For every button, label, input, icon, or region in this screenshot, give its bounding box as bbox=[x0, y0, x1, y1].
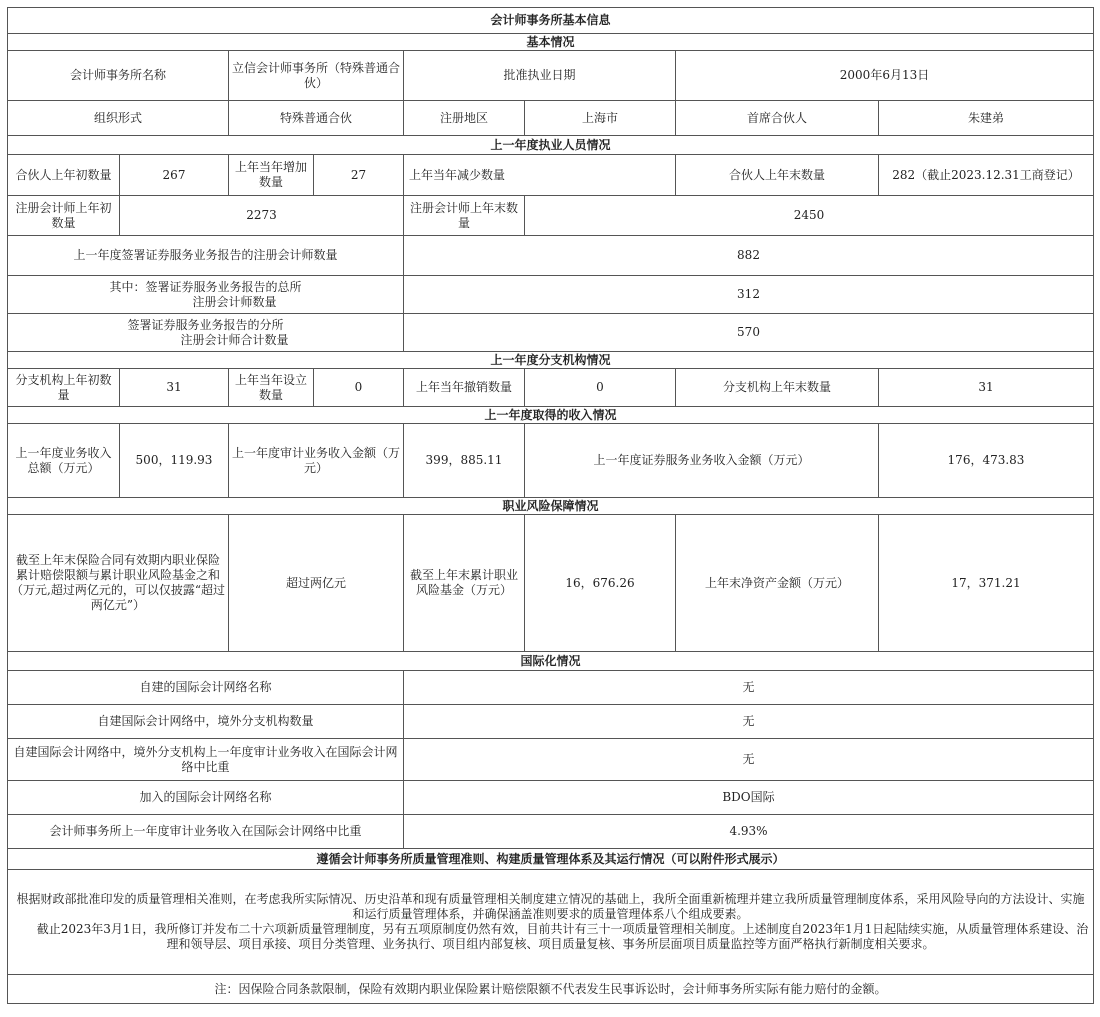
cpa-end-label: 注册会计师上年末数量 bbox=[404, 196, 525, 236]
risk-fund-label: 截至上年末累计职业风险基金（万元） bbox=[404, 515, 525, 652]
reg-area-value: 上海市 bbox=[525, 101, 676, 136]
risk-net-assets-label: 上年末净资产金额（万元） bbox=[676, 515, 879, 652]
signing-cpa-label: 上一年度签署证券服务业务报告的注册会计师数量 bbox=[8, 236, 404, 276]
firm-info-table bbox=[7, 7, 1094, 1004]
risk-insurance-label: 截至上年末保险合同有效期内职业保险累计赔偿限额与累计职业风险基金之和（万元,超过两亿元的，可以仅披露“超过两亿元”） bbox=[8, 515, 229, 652]
risk-insurance-value: 超过两亿元 bbox=[229, 515, 404, 652]
income-total-label: 上一年度业务收入总额（万元） bbox=[8, 424, 120, 498]
firm-name-value: 立信会计师事务所（特殊普通合伙） bbox=[229, 51, 404, 101]
branches-begin-value: 31 bbox=[120, 369, 229, 407]
chief-partner-label: 首席合伙人 bbox=[676, 101, 879, 136]
intl-overseas-share-value: 无 bbox=[404, 739, 1094, 781]
risk-net-assets-value: 17，371.21 bbox=[879, 515, 1094, 652]
intl-network-name-label: 自建的国际会计网络名称 bbox=[8, 671, 404, 705]
income-total-value: 500，119.93 bbox=[120, 424, 229, 498]
branches-end-value: 31 bbox=[879, 369, 1094, 407]
org-form-label: 组织形式 bbox=[8, 101, 229, 136]
branches-cancelled-value: 0 bbox=[525, 369, 676, 407]
income-securities-label: 上一年度证券服务业务收入金额（万元） bbox=[525, 424, 879, 498]
branches-added-value: 0 bbox=[314, 369, 404, 407]
partners-added-label: 上年当年增加数量 bbox=[229, 155, 314, 196]
intl-network-name-value: 无 bbox=[404, 671, 1094, 705]
intl-overseas-share-label: 自建国际会计网络中，境外分支机构上一年度审计业务收入在国际会计网络中比重 bbox=[8, 739, 404, 781]
partners-reduced-label: 上年当年减少数量 bbox=[404, 155, 676, 196]
branches-end-label: 分支机构上年末数量 bbox=[676, 369, 879, 407]
cpa-end-value: 2450 bbox=[525, 196, 1094, 236]
income-securities-value: 176，473.83 bbox=[879, 424, 1094, 498]
branch-signing-label-line2: 注册会计师合计数量 bbox=[180, 332, 289, 347]
section-quality: 遵循会计师事务所质量管理准则、构建质量管理体系及其运行情况（可以附件形式展示） bbox=[8, 849, 1094, 870]
approval-date-value: 2000年6月13日 bbox=[676, 51, 1094, 101]
cpa-begin-label: 注册会计师上年初数量 bbox=[8, 196, 120, 236]
hq-signing-label-line2: 注册会计师数量 bbox=[192, 294, 277, 309]
branches-begin-label: 分支机构上年初数量 bbox=[8, 369, 120, 407]
partners-end-label: 合伙人上年末数量 bbox=[676, 155, 879, 196]
risk-fund-value: 16，676.26 bbox=[525, 515, 676, 652]
section-branches: 上一年度分支机构情况 bbox=[8, 352, 1094, 369]
hq-signing-label-line1: 其中：签署证券服务业务报告的总所 bbox=[109, 279, 302, 294]
hq-signing-value: 312 bbox=[404, 276, 1094, 314]
page-title: 会计师事务所基本信息 bbox=[8, 8, 1094, 34]
intl-overseas-branches-value: 无 bbox=[404, 705, 1094, 739]
partners-begin-label: 合伙人上年初数量 bbox=[8, 155, 120, 196]
intl-overseas-branches-label: 自建国际会计网络中，境外分支机构数量 bbox=[8, 705, 404, 739]
intl-joined-network-value: BDO国际 bbox=[404, 781, 1094, 815]
reg-area-label: 注册地区 bbox=[404, 101, 525, 136]
section-intl: 国际化情况 bbox=[8, 652, 1094, 671]
intl-joined-network-label: 加入的国际会计网络名称 bbox=[8, 781, 404, 815]
quality-text bbox=[8, 870, 1094, 975]
intl-audit-share-value: 4.93% bbox=[404, 815, 1094, 849]
org-form-value: 特殊普通合伙 bbox=[229, 101, 404, 136]
income-audit-value: 399，885.11 bbox=[404, 424, 525, 498]
cpa-begin-value: 2273 bbox=[120, 196, 404, 236]
intl-audit-share-label: 会计师事务所上一年度审计业务收入在国际会计网络中比重 bbox=[8, 815, 404, 849]
income-audit-label: 上一年度审计业务收入金额（万元） bbox=[229, 424, 404, 498]
branches-added-label: 上年当年设立数量 bbox=[229, 369, 314, 407]
branch-signing-label bbox=[8, 314, 404, 352]
firm-name-label: 会计师事务所名称 bbox=[8, 51, 229, 101]
branches-cancelled-label: 上年当年撤销数量 bbox=[404, 369, 525, 407]
section-staff: 上一年度执业人员情况 bbox=[8, 136, 1094, 155]
branch-signing-value: 570 bbox=[404, 314, 1094, 352]
section-basic: 基本情况 bbox=[8, 34, 1094, 51]
quality-paragraph-1: 根据财政部批准印发的质量管理相关准则，在考虑我所实际情况、历史沿革和现有质量管理相关制度建立情况的基础上，我所全面重新梳理并建立我所质量管理制度体系，采用风险导向的方法设计、实施和运行质量管理体系，并确保涵盖准则要求的质量管理体系八个组成要素。 bbox=[16, 892, 1085, 921]
quality-paragraph-2: 截止2023年3月1日，我所修订并发布二十六项新质量管理制度，另有五项原制度仍然有效，目前共计有三十一项质量管理相关制度。上述制度自2023年1月1日起陆续实施，从质量管理体系建设、治理和领导层、项目承接、项目分类管理、业务执行、项目组内部复核、项目质量复核、事务所层面项目质量监控等方面严格执行新制度相关要求。 bbox=[36, 922, 1089, 951]
partners-begin-value: 267 bbox=[120, 155, 229, 196]
hq-signing-label bbox=[8, 276, 404, 314]
section-risk: 职业风险保障情况 bbox=[8, 498, 1094, 515]
partners-added-value: 27 bbox=[314, 155, 404, 196]
chief-partner-value: 朱建弟 bbox=[879, 101, 1094, 136]
footnote: 注：因保险合同条款限制，保险有效期内职业保险累计赔偿限额不代表发生民事诉讼时，会计师事务所实际有能力赔付的金额。 bbox=[8, 975, 1094, 1004]
signing-cpa-value: 882 bbox=[404, 236, 1094, 276]
approval-date-label: 批准执业日期 bbox=[404, 51, 676, 101]
branch-signing-label-line1: 签署证券服务业务报告的分所 bbox=[127, 317, 284, 332]
section-income: 上一年度取得的收入情况 bbox=[8, 407, 1094, 424]
partners-end-value: 282（截止2023.12.31工商登记） bbox=[879, 155, 1094, 196]
